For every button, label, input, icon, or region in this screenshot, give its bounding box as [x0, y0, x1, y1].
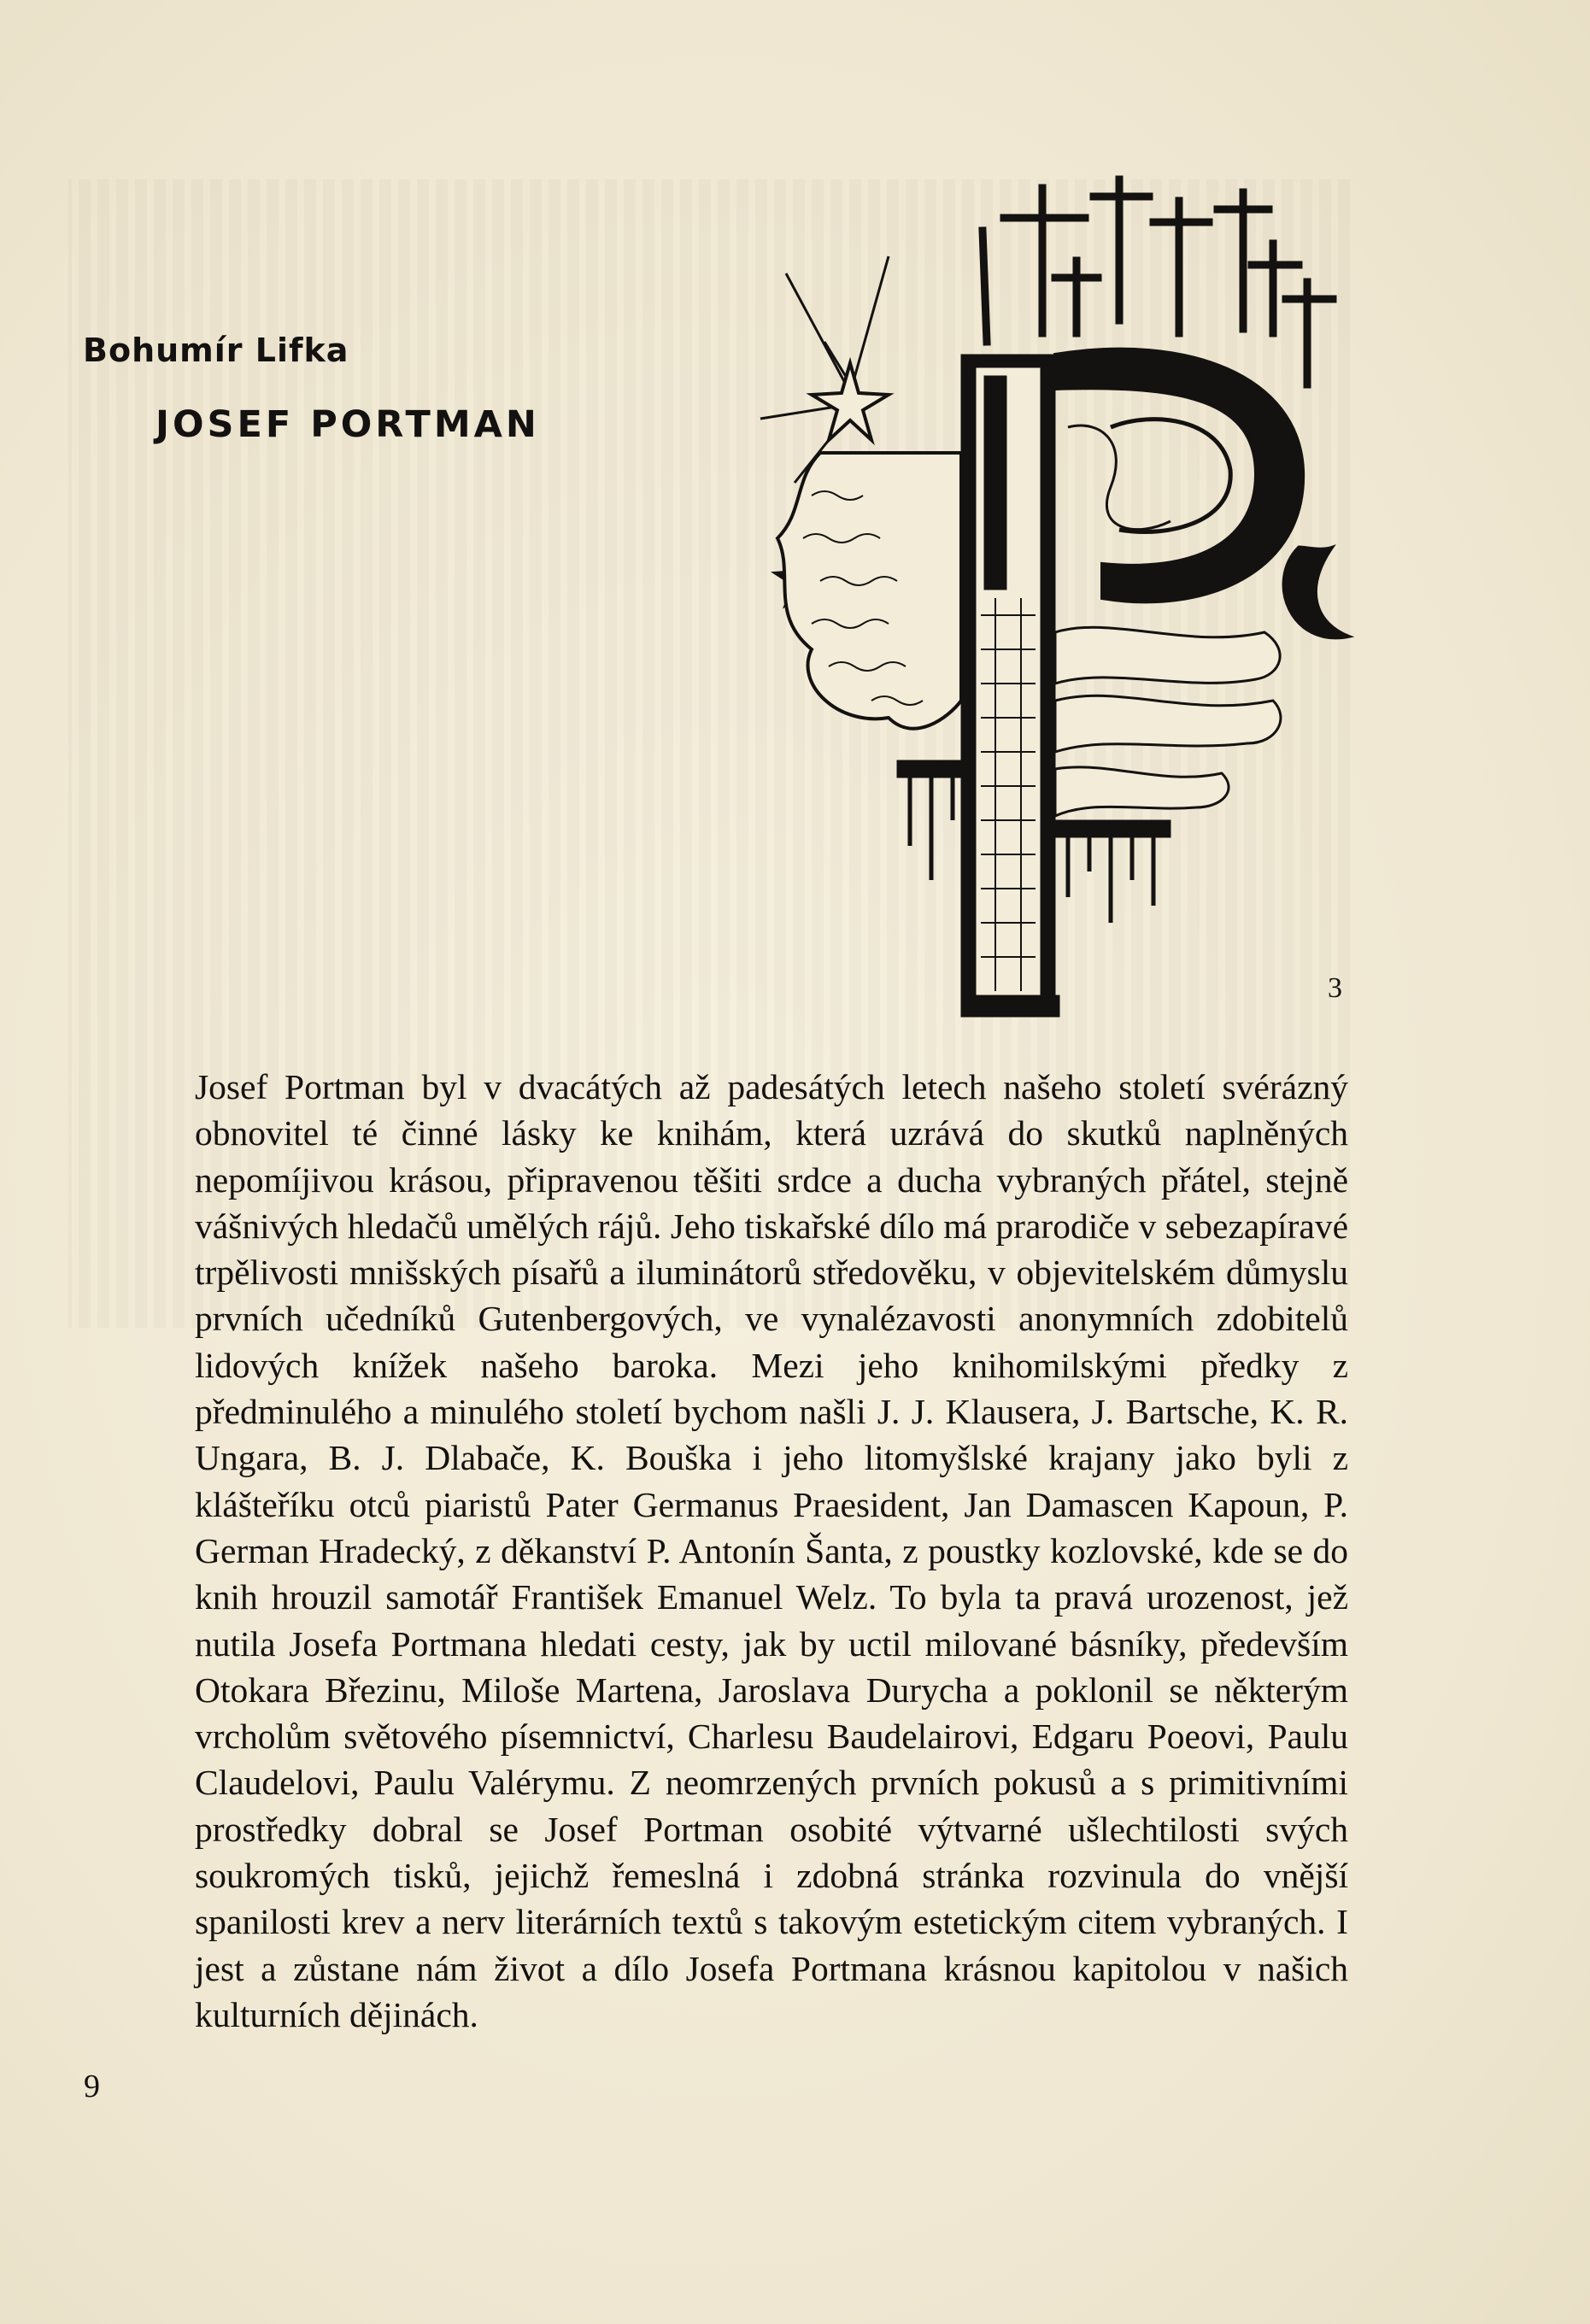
figure-number: 3 [1328, 972, 1342, 1004]
author-name: Bohumír Lifka [83, 332, 349, 369]
article-title: JOSEF PORTMAN [155, 403, 540, 446]
page-number: 9 [84, 2069, 100, 2104]
initial-letter-p-woodcut-icon [743, 171, 1393, 1025]
body-paragraph: Josef Portman byl v dvacátých až padesátých letech našeho století svérázný obnovitel té činné lásky ke knihám, která uzrává do skutků naplněných nepomíjivou krásou, připravenou těšiti srdce a ducha vybraných přátel, stejně vášnivých hledačů umělých rájů. Jeho tiskařské dílo má prarodiče v sebezapíravé trpělivosti mnišských písařů a iluminátorů středověku, v objevitelském důmyslu prvních učedníků Gutenbergových, ve vynalézavosti anonymních zdobitelů lidových knížek našeho baroka. Mezi jeho knihomilskými předky z předminulého a minulého století bychom našli J. J. Klausera, J. Bartsche, K. R. Ungara, B. J. Dlabače, K. Bouška i jeho litomyšlské krajany jako byli z klášteříku otců piaristů Pater Germanus Praesident, Jan Damascen Kapoun, P. German Hradecký, z děkanství P. Antonín Šanta, z poustky kozlovské, kde se do knih hrouzil samotář František Emanuel Welz. To byla ta pravá urozenost, jež nutila Josefa Portmana hledati cesty, jak by uctil milované básníky, především Otokara Březinu, Miloše Martena, Jaroslava Durycha a poklonil se některým vrcholům světového písemnictví, Charlesu Baudelairovi, Edgaru Poeovi, Paulu Claudelovi, Paulu Valérymu. Z neomrzených prvních pokusů a s primitivními prostředky dobral se Josef Portman osobité výtvarné ušlechtilosti svých soukromých tisků, jejichž řemeslná i zdobná stránka rozvinula do vnější spanilosti krev a nerv literárních textů s takovým estetickým citem vybraných. I jest a zůstane nám život a dílo Josefa Portmana krásnou kapitolou v našich kulturních dějinách. [195, 1067, 1348, 2034]
